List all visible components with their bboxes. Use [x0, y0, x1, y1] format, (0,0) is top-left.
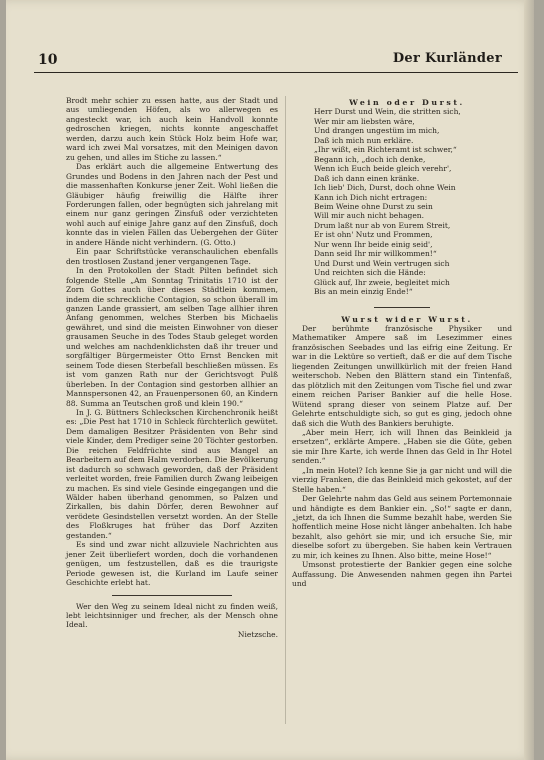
poem-line: Wer mir am liebsten wäre, [314, 116, 415, 126]
page-number: 10 [38, 52, 58, 68]
paragraph: Der berühmte französische Physiker und Mathematiker Ampere saß im Lesezimmer eines französischen Seebades und las eifrig eine Zeitung. Er war in die Lektüre so vertieft, daß er die auf dem Tische liegenden Zeitungen unwillkürlich mit der freien Hand weiterschob. Neben den Blättern stand ein Tintenfaß, das plötzlich mit den Zeitungen vom Tische fiel und zwar einem reichen Pariser Bankier auf die helle Hose. Wütend sprang dieser von seinem Platze auf. Der Gelehrte entschuldigte sich, so gut es ging, jedoch ohne daß sich die Wuth des Bankiers beruhigte. [292, 323, 512, 428]
poem [314, 107, 512, 296]
quote: Wer den Weg zu seinem Ideal nicht zu finden weiß, lebt leichtsinniger und frecher, als der Mensch ohne Ideal. [66, 601, 278, 630]
poem-line: Und Durst und Wein vertrugen sich [314, 258, 450, 268]
poem-line: Bis an mein einzig Ende!“ [314, 287, 413, 297]
paragraph: Der Gelehrte nahm das Geld aus seinem Portemonnaie und händigte es dem Bankier ein. „So!“ sagte er dann, „jetzt, da ich Ihnen die Summe bezahlt habe, werden Sie hoffentlich meine Hose nicht länger anbehalten. Ich habe bezahlt, also gehört sie mir, und ich ersuche Sie, mir dieselbe sofort zu übergeben. Sie haben kein Vertrauen zu mir, ich keines zu Ihnen. Also bitte, meine Hose!“ [292, 494, 512, 560]
paragraph: „Aber mein Herr, ich will Ihnen das Beinkleid ja ersetzen“, erklärte Ampere. „Haben sie die Güte, geben sie mir Ihre Karte, ich werde Ihnen das Geld in Ihr Hotel senden.“ [292, 427, 512, 466]
poem-line: Dann seid Ihr mir willkommen!“ [314, 249, 437, 259]
paragraph: Brodt mehr schier zu essen hatte, aus der Stadt und aus umliegenden Höfen, als wo allerwegen es angesteckt war, ich auch kein Handvoll konnte gedroschen kriegen, nichts konnte angeschaffet werden, darzu auch kein Stück Holz beim Hofe war, ward ich zwei Mal vorsatzes, mit den Meinigen davon zu gehen, und alles im Stiche zu lassen.“ [66, 96, 278, 162]
poem-line: Und reichten sich die Hände: [314, 268, 426, 278]
poem-line: Ich lieb' Dich, Durst, doch ohne Wein [314, 183, 456, 193]
poem-title: Wein oder Durst. [349, 98, 465, 107]
poem-line: Daß ich mich nun erkläre. [314, 135, 414, 145]
poem-line: Und drangen ungestüm im mich, [314, 126, 440, 136]
quote-author: Nietzsche. [237, 629, 278, 639]
poem-line: Begann ich, „doch ich denke, [314, 154, 426, 164]
poem-line: Herr Durst und Wein, die stritten sich, [314, 107, 461, 117]
story-title: Wurst wider Wurst. [341, 314, 473, 324]
paragraph: Umsonst protestierte der Bankier gegen eine solche Auffassung. Die Anwesenden nahmen gegen ihn Partei und [292, 560, 512, 589]
poem-line: Kann ich Dich nicht ertragen: [314, 192, 428, 202]
paragraph: In den Protokollen der Stadt Pilten befindet sich folgende Stelle „Am Sonntag Trinitatis 1710 ist der Zorn Gottes auch über dieses Städtlein kommen, indem die schreckliche Contagion, so schon überall im ganzen Lande grassiert, am selben Tage allhier ihren Anfang genommen, welches Sterben bis Michaelis gewähret, und sind die meisten Einwohner von dieser grausamen Seuche in des Todes Staub geleget worden und welches am nachdenklichsten daß ihr treuer und sorgfältiger Bürgermeister Otto Ernst Bencken mit seinem Tode diesen Sterbefall beschließen müssen. Es ist vom ganzen Rath nur der Gerichtsvogt Pulß überleben. In der Contagion sind gestorben allhier an Mannspersonen 42, an Frauenpersonen 60, an Kindern 88. Summa an Teutschen groß und klein 190.“ [66, 266, 278, 408]
poem-line: Glück auf, Ihr zweie, begleitet mich [314, 277, 450, 287]
column-divider [285, 96, 286, 724]
page-header [34, 50, 518, 73]
running-title: Der Kurländer [392, 51, 502, 66]
poem-line: Drum laßt nur ab von Eurem Streit, [314, 220, 451, 230]
section-rule [374, 307, 430, 308]
section-rule [112, 595, 232, 596]
poem-line: Daß ich dann einen kränke. [314, 173, 420, 183]
poem-line: Beim Weine ohne Durst zu sein [314, 201, 433, 211]
page [6, 0, 534, 760]
paragraph: In J. G. Büttners Schleckschen Kirchenchronik heißt es: „Die Pest hat 1710 in Schleck fürchterlich gewütet. Dem damaligen Besitzer Präsidenten von Behr sind viele Kinder, dem Prediger seine 20 Töchter gestorben. Die reichen Feldfrüchte sind aus Mangel an Bearbeitern auf dem Halm verdorben. Die Bevölkerung ist dadurch so schwach geworden, daß der Präsident verleitet worden, freie Familien durch Zwang leibeigen zu machen. Es sind viele Gesinde eingegangen und die Wälder haben überhand genommen, so Palzen und Zirkallen, bis dahin Dörfer, deren Bewohner auf verödete Gesindstellen versetzt worden. An der Stelle des Floßkruges hat früher das Dorf Azziten gestanden.“ [66, 407, 278, 540]
poem-line: Nur wenn Ihr beide einig seid', [314, 239, 433, 249]
poem-line: Er ist ohn' Nutz und Frommen, [314, 230, 433, 240]
left-column [66, 96, 278, 639]
paragraph: Es sind und zwar nicht allzuviele Nachrichten aus jener Zeit überliefert worden, doch die vorhandenen genügen, um festzustellen, daß es die traurigste Periode gewesen ist, die Kurland im Laufe seiner Geschichte erlebt hat. [66, 540, 278, 588]
paragraph: Ein paar Schriftstücke veranschaulichen ebenfalls den trostlosen Zustand jener vergangenen Tage. [66, 247, 278, 266]
paragraph: „In mein Hotel? Ich kenne Sie ja gar nicht und will die vierzig Franken, die das Beinkleid mich gekostet, auf der Stelle haben.“ [292, 465, 512, 494]
paragraph: Das erklärt auch die allgemeine Entwertung des Grundes und Bodens in den Jahren nach der Pest und die massenhaften Konkurse jener Zeit. Wohl ließen die Gläubiger häufig freiwillig die Hälfte ihrer Forderungen fallen, oder begnügten sich jahrelang mit einem nur ganz geringen Zinsfuß oder verzichteten wohl auch auf einige Jahre ganz auf den Zinsfuß, doch konnte das in vielen Fällen das Uebergehen der Güter in andere Hände nicht verhindern. (G. Otto.) [66, 162, 278, 247]
poem-line: „Ihr wißt, ein Richteramt ist schwer,“ [314, 145, 457, 155]
page-spine-shadow [524, 0, 534, 760]
poem-line: Wenn ich Euch beide gleich verehr', [314, 164, 452, 174]
right-column [292, 98, 512, 589]
poem-line: Will mir auch nicht behagen. [314, 211, 425, 221]
